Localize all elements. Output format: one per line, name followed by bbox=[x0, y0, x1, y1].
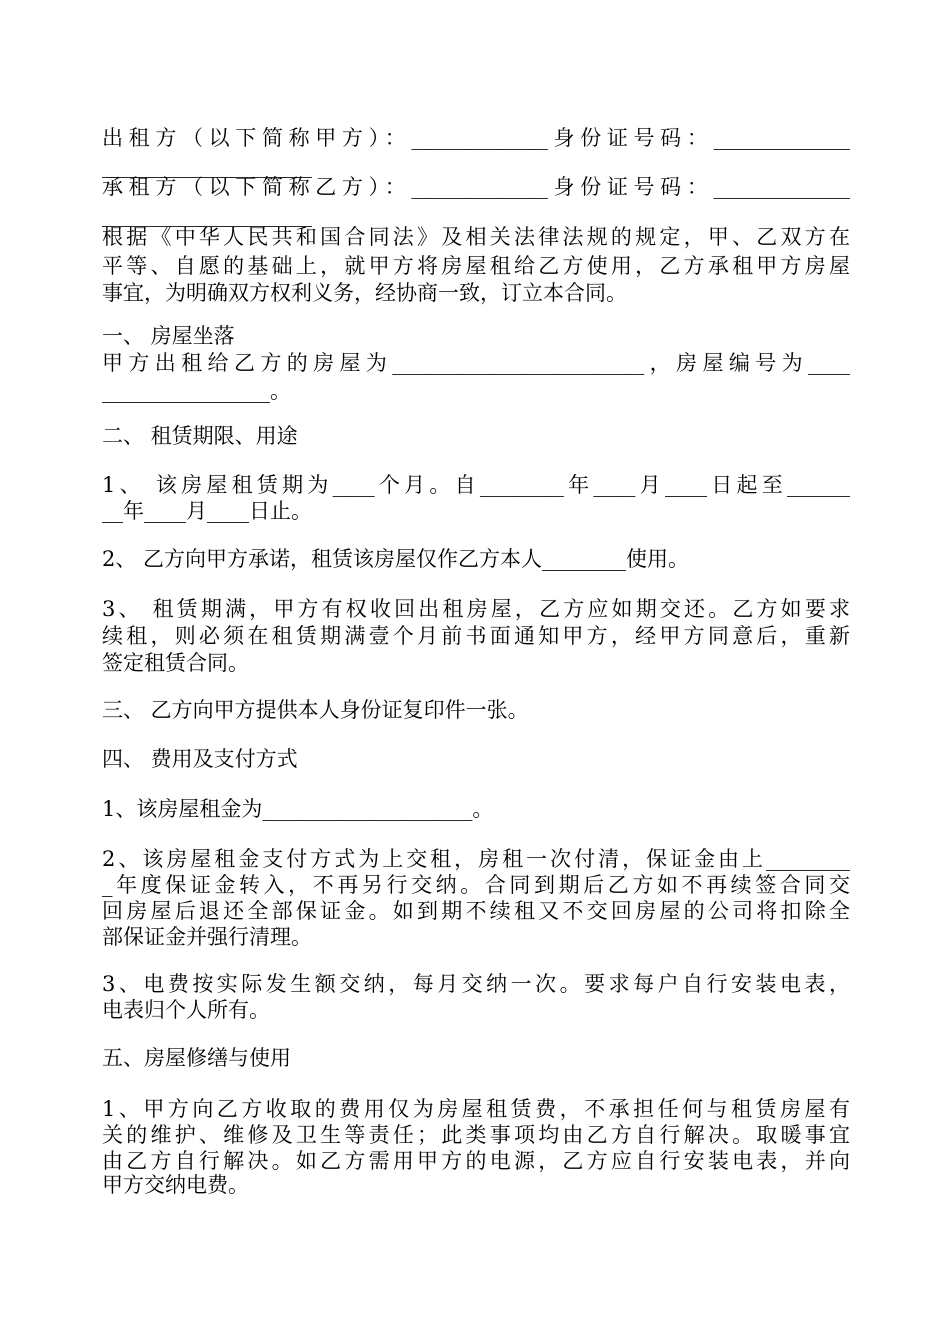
clause-2-3-line-1: 3、 租赁期满，甲方有权收回出租房屋，乙方应如期交还。乙方如要求 bbox=[102, 597, 850, 621]
clause-4-1: 1、该房屋租金为____________________。 bbox=[102, 797, 494, 821]
section-4-heading: 四、 费用及支付方式 bbox=[102, 747, 298, 771]
lessor-id-continuation: ____________________ bbox=[102, 154, 312, 178]
clause-4-2-line-1: 2、该房屋租金支付方式为上交租，房租一次付清，保证金由上________ bbox=[102, 847, 850, 871]
clause-5-1-line-3: 由乙方自行解决。如乙方需用甲方的电源，乙方应自行安装电表，并向 bbox=[102, 1149, 850, 1173]
clause-4-2-line-4: 部保证金并强行清理。 bbox=[102, 925, 312, 949]
lessor-line: 出租方（以下简称甲方）：_____________身份证号码：_____________ bbox=[102, 126, 850, 150]
clause-4-3-line-1: 3、电费按实际发生额交纳，每月交纳一次。要求每户自行安装电表， bbox=[102, 972, 850, 996]
section-2-heading: 二、 租赁期限、用途 bbox=[102, 424, 298, 448]
section-5-heading: 五、房屋修缮与使用 bbox=[102, 1046, 291, 1070]
lessee-id-continuation: ____________________ bbox=[102, 203, 312, 227]
preamble-line-2: 平等、自愿的基础上，就甲方将房屋租给乙方使用，乙方承租甲方房屋 bbox=[102, 254, 850, 278]
clause-5-1-line-1: 1、甲方向乙方收取的费用仅为房屋租赁费，不承担任何与租赁房屋有 bbox=[102, 1097, 850, 1121]
clause-2-3-line-2: 续租，则必须在租赁期满壹个月前书面通知甲方，经甲方同意后，重新 bbox=[102, 624, 850, 648]
lessee-line: 承租方（以下简称乙方）：_____________身份证号码：_____________ bbox=[102, 175, 850, 199]
section-3: 三、 乙方向甲方提供本人身份证复印件一张。 bbox=[102, 698, 529, 722]
clause-4-2-line-2: _年度保证金转入，不再另行交纳。合同到期后乙方如不再续签合同交 bbox=[102, 873, 850, 897]
clause-2-3-line-3: 签定租赁合同。 bbox=[102, 651, 249, 675]
section-1-heading: 一、 房屋坐落 bbox=[102, 324, 235, 348]
clause-5-1-line-2: 关的维护、维修及卫生等责任；此类事项均由乙方自行解决。取暖事宜 bbox=[102, 1123, 850, 1147]
clause-2-1-line-2: __年____月____日止。 bbox=[102, 499, 312, 523]
clause-2-2: 2、 乙方向甲方承诺，租赁该房屋仅作乙方本人________使用。 bbox=[102, 547, 690, 571]
clause-2-1-line-1: 1、 该房屋租赁期为____个月。自________年____月____日起至______ bbox=[102, 473, 850, 497]
clause-5-1-line-4: 甲方交纳电费。 bbox=[102, 1173, 249, 1197]
preamble-line-1: 根据《中华人民共和国合同法》及相关法律法规的规定，甲、乙双方在 bbox=[102, 225, 850, 249]
section-1-line-1: 甲方出租给乙方的房屋为________________________，房屋编号为____ bbox=[102, 351, 850, 375]
preamble-line-3: 事宜，为明确双方权利义务，经协商一致，订立本合同。 bbox=[102, 281, 627, 305]
clause-4-3-line-2: 电表归个人所有。 bbox=[102, 998, 270, 1022]
section-1-line-2: ________________。 bbox=[102, 379, 291, 403]
clause-4-2-line-3: 回房屋后退还全部保证金。如到期不续租又不交回房屋的公司将扣除全 bbox=[102, 899, 850, 923]
